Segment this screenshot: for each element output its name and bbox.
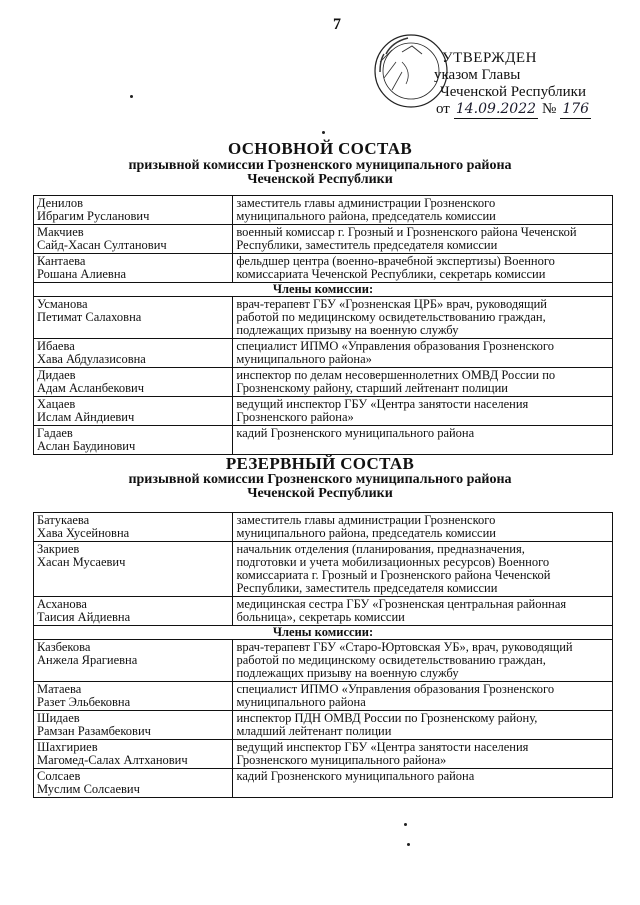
person-given-name: Адам Асланбекович bbox=[37, 381, 145, 395]
person-role-line: подготовки и учета мобилизационных ресурсов) Военного bbox=[236, 555, 550, 569]
person-surname: Матаева bbox=[37, 682, 82, 696]
member-row bbox=[34, 368, 613, 397]
person-given-name: Ибрагим Русланович bbox=[37, 209, 150, 223]
person-name-cell bbox=[34, 711, 233, 740]
person-role-line: работой по медицинскому освидетельствованию граждан, bbox=[236, 310, 546, 324]
person-given-name: Магомед-Салах Алтханович bbox=[37, 753, 188, 767]
person-name-cell bbox=[34, 740, 233, 769]
person-role-line: фельдшер центра (военно-врачебной экспертизы) Военного bbox=[236, 254, 555, 268]
person-given-name: Хасан Мусаевич bbox=[37, 555, 126, 569]
main-composition-table bbox=[33, 195, 613, 455]
approval-date-prefix: от bbox=[436, 101, 450, 117]
person-role-cell bbox=[233, 339, 613, 368]
person-role-cell bbox=[233, 740, 613, 769]
member-row bbox=[34, 397, 613, 426]
person-name-cell bbox=[34, 682, 233, 711]
person-role-line: комиссариата г. Грозный и Грозненского района Чеченской bbox=[236, 568, 551, 582]
approval-number: 176 bbox=[562, 101, 590, 117]
person-role-line: муниципального района, председатель комиссии bbox=[236, 209, 496, 223]
person-role-cell bbox=[233, 196, 613, 225]
person-name-cell bbox=[34, 368, 233, 397]
person-surname: Казбекова bbox=[37, 640, 91, 654]
leader-row bbox=[34, 542, 613, 597]
approval-title: УТВЕРЖДЕН bbox=[442, 50, 537, 66]
person-surname: Солсаев bbox=[37, 769, 81, 783]
scan-speck bbox=[130, 95, 133, 98]
person-role-line: кадий Грозненского муниципального района bbox=[236, 426, 475, 440]
reserve-composition-title: РЕЗЕРВНЫЙ СОСТАВ bbox=[225, 454, 415, 473]
person-role-cell bbox=[233, 640, 613, 682]
person-given-name: Рошана Алиевна bbox=[37, 267, 127, 281]
group-header-row bbox=[34, 626, 613, 640]
person-role-cell bbox=[233, 769, 613, 798]
member-row bbox=[34, 426, 613, 455]
person-surname: Гадаев bbox=[37, 426, 73, 440]
person-role-line: Грозненского муниципального района» bbox=[236, 753, 447, 767]
person-role-line: заместитель главы администрации Грозненского bbox=[236, 513, 496, 527]
leader-row bbox=[34, 597, 613, 626]
person-given-name: Хава Абдулазисовна bbox=[37, 352, 146, 366]
person-role-line: инспектор ПДН ОМВД России по Грозненскому району, bbox=[236, 711, 538, 725]
person-name-cell bbox=[34, 297, 233, 339]
person-name-cell bbox=[34, 769, 233, 798]
person-role-line: муниципального района, председатель комиссии bbox=[236, 526, 496, 540]
reserve-composition-subtitle-1: призывной комиссии Грозненского муниципального района bbox=[128, 472, 512, 487]
person-role-line: муниципального района bbox=[236, 695, 366, 709]
person-role-line: начальник отделения (планирования, предназначения, bbox=[236, 542, 525, 556]
leader-row bbox=[34, 513, 613, 542]
person-given-name: Разет Эльбековна bbox=[37, 695, 131, 709]
member-row bbox=[34, 769, 613, 798]
person-role-line: кадий Грозненского муниципального района bbox=[236, 769, 475, 783]
member-row bbox=[34, 297, 613, 339]
person-role-cell bbox=[233, 711, 613, 740]
person-name-cell bbox=[34, 225, 233, 254]
person-role-line: военный комиссар г. Грозный и Грозненского района Чеченской bbox=[236, 225, 577, 239]
person-name-cell bbox=[34, 339, 233, 368]
reserve-composition-subtitle-2: Чеченской Республики bbox=[247, 486, 393, 501]
main-composition-title: ОСНОВНОЙ СОСТАВ bbox=[227, 139, 412, 158]
scan-speck bbox=[407, 843, 410, 846]
person-surname: Ибаева bbox=[37, 339, 75, 353]
group-label: Члены комиссии: bbox=[34, 283, 613, 297]
person-role-line: инспектор по делам несовершеннолетних ОМВД России по bbox=[236, 368, 556, 382]
person-name-cell bbox=[34, 640, 233, 682]
person-given-name: Анжела Ярагиевна bbox=[37, 653, 138, 667]
leader-row bbox=[34, 225, 613, 254]
person-role-line: ведущий инспектор ГБУ «Центра занятости населения bbox=[236, 397, 529, 411]
person-given-name: Хава Хусейновна bbox=[37, 526, 130, 540]
person-role-line: Грозненскому району, старший лейтенант полиции bbox=[236, 381, 508, 395]
person-role-cell bbox=[233, 368, 613, 397]
person-role-line: больница», секретарь комиссии bbox=[236, 610, 405, 624]
person-surname: Кантаева bbox=[37, 254, 86, 268]
group-label: Члены комиссии: bbox=[34, 626, 613, 640]
approval-decree: указом Главы bbox=[434, 67, 521, 83]
person-name-cell bbox=[34, 426, 233, 455]
person-role-line: медицинская сестра ГБУ «Грозненская центральная районная bbox=[236, 597, 567, 611]
page-number: 7 bbox=[333, 16, 341, 33]
person-given-name: Аслан Баудинович bbox=[37, 439, 136, 453]
person-role-line: подлежащих призыву на военную службу bbox=[236, 323, 459, 337]
member-row bbox=[34, 339, 613, 368]
approval-signature-line bbox=[436, 101, 628, 119]
person-role-cell bbox=[233, 426, 613, 455]
person-name-cell bbox=[34, 513, 233, 542]
person-surname: Шидаев bbox=[37, 711, 80, 725]
group-header-row bbox=[34, 283, 613, 297]
person-name-cell bbox=[34, 397, 233, 426]
person-role-cell bbox=[233, 225, 613, 254]
main-composition-subtitle-1: призывной комиссии Грозненского муниципального района bbox=[128, 158, 512, 173]
person-given-name: Сайд-Хасан Султанович bbox=[37, 238, 167, 252]
person-role-line: младший лейтенант полиции bbox=[236, 724, 392, 738]
person-role-line: ведущий инспектор ГБУ «Центра занятости населения bbox=[236, 740, 529, 754]
scan-speck bbox=[404, 823, 407, 826]
person-given-name: Ислам Айндиевич bbox=[37, 410, 135, 424]
person-given-name: Таисия Айдиевна bbox=[37, 610, 131, 624]
person-role-line: Республики, заместитель председателя комиссии bbox=[236, 581, 498, 595]
person-name-cell bbox=[34, 542, 233, 597]
leader-row bbox=[34, 196, 613, 225]
person-role-line: комиссариата Чеченской Республики, секретарь комиссии bbox=[236, 267, 546, 281]
person-surname: Асханова bbox=[37, 597, 87, 611]
person-role-cell bbox=[233, 297, 613, 339]
person-role-line: врач-терапевт ГБУ «Старо-Юртовская УБ», врач, руководящий bbox=[236, 640, 573, 654]
person-surname: Батукаева bbox=[37, 513, 90, 527]
person-role-line: подлежащих призыву на военную службу bbox=[236, 666, 459, 680]
person-name-cell bbox=[34, 597, 233, 626]
person-surname: Хацаев bbox=[37, 397, 76, 411]
approval-block bbox=[418, 50, 628, 119]
person-role-line: специалист ИПМО «Управления образования Грозненского bbox=[236, 339, 554, 353]
person-name-cell bbox=[34, 254, 233, 283]
person-surname: Макчиев bbox=[37, 225, 84, 239]
person-surname: Закриев bbox=[37, 542, 80, 556]
person-role-cell bbox=[233, 513, 613, 542]
person-surname: Дидаев bbox=[37, 368, 76, 382]
approval-line-1 bbox=[434, 67, 628, 84]
person-role-line: заместитель главы администрации Грозненского bbox=[236, 196, 496, 210]
main-composition-subtitle-2: Чеченской Республики bbox=[247, 172, 393, 187]
person-given-name: Петимат Салаховна bbox=[37, 310, 142, 324]
person-surname: Шахгириев bbox=[37, 740, 98, 754]
approval-date: 14.09.2022 bbox=[455, 101, 537, 117]
person-role-line: муниципального района» bbox=[236, 352, 372, 366]
person-surname: Денилов bbox=[37, 196, 83, 210]
person-role-line: специалист ИПМО «Управления образования Грозненского bbox=[236, 682, 555, 696]
approval-line-2: Чеченской Республики bbox=[440, 84, 586, 100]
member-row bbox=[34, 711, 613, 740]
person-role-cell bbox=[233, 254, 613, 283]
person-role-cell bbox=[233, 397, 613, 426]
person-role-cell bbox=[233, 542, 613, 597]
person-given-name: Рамзан Разамбекович bbox=[37, 724, 151, 738]
person-surname: Усманова bbox=[37, 297, 88, 311]
person-role-line: работой по медицинскому освидетельствованию граждан, bbox=[236, 653, 546, 667]
approval-number-sign: № bbox=[542, 101, 557, 117]
person-role-line: врач-терапевт ГБУ «Грозненская ЦРБ» врач, руководящий bbox=[236, 297, 547, 311]
member-row bbox=[34, 640, 613, 682]
person-role-cell bbox=[233, 597, 613, 626]
member-row bbox=[34, 682, 613, 711]
reserve-composition-table bbox=[33, 512, 613, 798]
person-given-name: Муслим Солсаевич bbox=[37, 782, 140, 796]
leader-row bbox=[34, 254, 613, 283]
person-name-cell bbox=[34, 196, 233, 225]
member-row bbox=[34, 740, 613, 769]
person-role-line: Грозненского района» bbox=[236, 410, 354, 424]
person-role-line: Республики, заместитель председателя комиссии bbox=[236, 238, 498, 252]
scan-speck bbox=[322, 131, 325, 134]
person-role-cell bbox=[233, 682, 613, 711]
